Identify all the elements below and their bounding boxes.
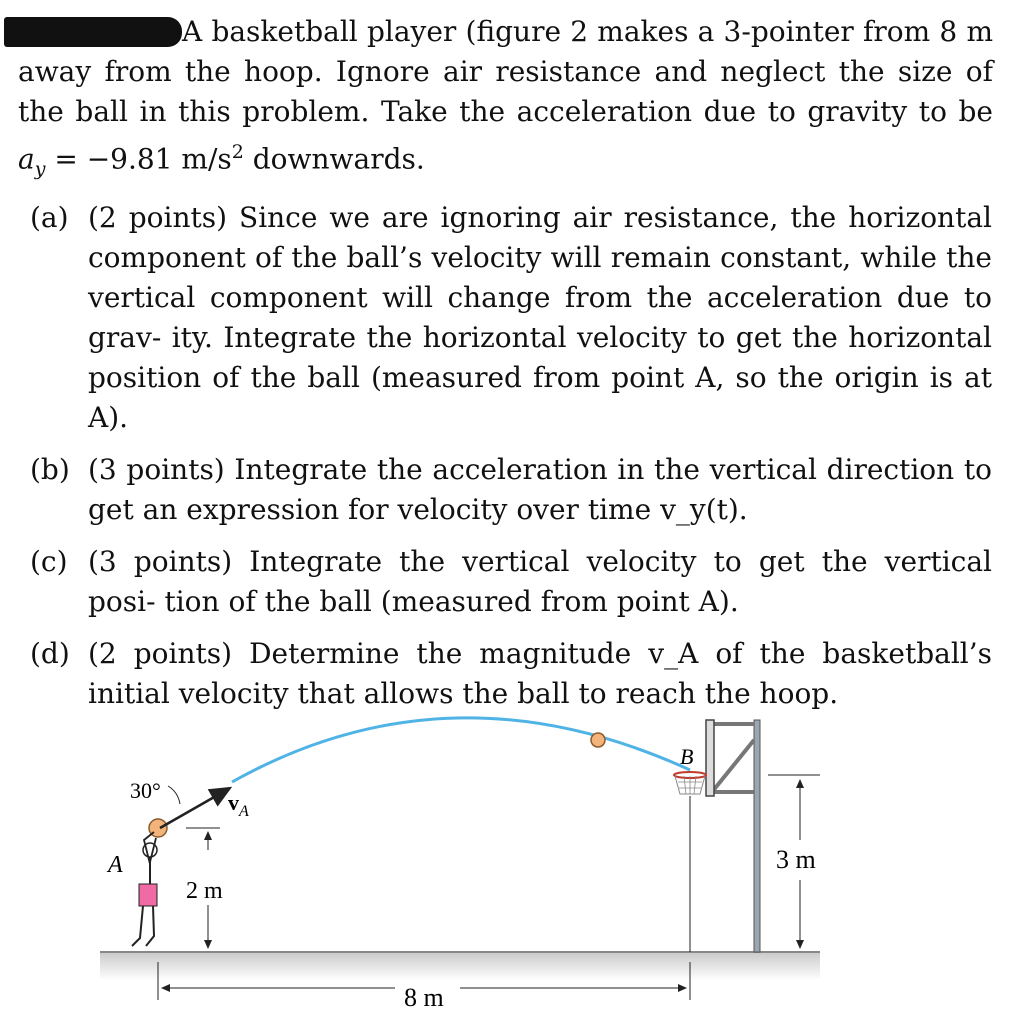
part-label: (d)	[30, 637, 70, 670]
point-a-label: A	[108, 852, 123, 878]
part-text: (3 points) Integrate the acceleration in the vertical direction to get an expression for velocity over time v_y(t).	[88, 453, 992, 526]
ground-shadow	[100, 952, 820, 980]
ball-in-flight	[591, 733, 605, 747]
accel-exponent: 2	[231, 141, 244, 163]
hoop-height-label: 3 m	[776, 845, 816, 874]
basketball-figure	[0, 700, 1022, 1024]
velocity-subscript: A	[239, 803, 249, 820]
distance-label: 8 m	[404, 983, 444, 1012]
intro-text: A basketball player (figure 2 makes a 3-pointer from 8 m away from the hoop. Ignore air resistance and neglect the size of the ball in this problem. Take the acceleration due to gravity to be	[18, 15, 993, 128]
problem-parts	[30, 198, 992, 726]
part-a	[30, 198, 992, 438]
accel-tail: downwards.	[243, 142, 425, 176]
point-b-label: B	[680, 744, 694, 769]
velocity-label	[228, 790, 249, 820]
redaction-mark	[4, 17, 182, 47]
backboard	[706, 720, 714, 796]
release-height-label: 2 m	[186, 878, 223, 904]
velocity-symbol: v	[228, 790, 239, 815]
part-label: (a)	[30, 201, 69, 234]
angle-label: 30°	[130, 778, 161, 803]
hoop-brace	[712, 740, 754, 792]
ball-trajectory	[232, 718, 690, 782]
angle-arc	[168, 786, 180, 804]
part-text: (2 points) Since we are ignoring air resistance, the horizontal component of the ball’s velocity will remain constant, while the vertical component will change from the acceleration due to grav- ity. Integrate the horizontal velocity to get the horizontal position of the ball (measured from point A, so the origin is at A).	[88, 201, 992, 434]
part-label: (c)	[30, 545, 68, 578]
accel-symbol: a	[18, 142, 35, 176]
accel-value: = −9.81 m/s	[45, 142, 232, 176]
basketball-player	[132, 819, 167, 946]
hoop-pole	[754, 720, 760, 952]
part-text: (3 points) Integrate the vertical velocity to get the vertical posi- tion of the ball (measured from point A).	[88, 545, 992, 618]
part-text: (2 points) Determine the magnitude v_A of the basketball’s initial velocity that allows the ball to reach the hoop.	[88, 637, 992, 710]
part-label: (b)	[30, 453, 70, 486]
accel-subscript: y	[34, 157, 46, 180]
player-legs	[132, 906, 154, 946]
player-shorts	[139, 884, 157, 906]
velocity-vector	[160, 788, 230, 828]
hoop-net-mesh	[678, 776, 702, 794]
problem-intro	[18, 12, 993, 189]
part-c	[30, 542, 992, 622]
part-b	[30, 450, 992, 530]
